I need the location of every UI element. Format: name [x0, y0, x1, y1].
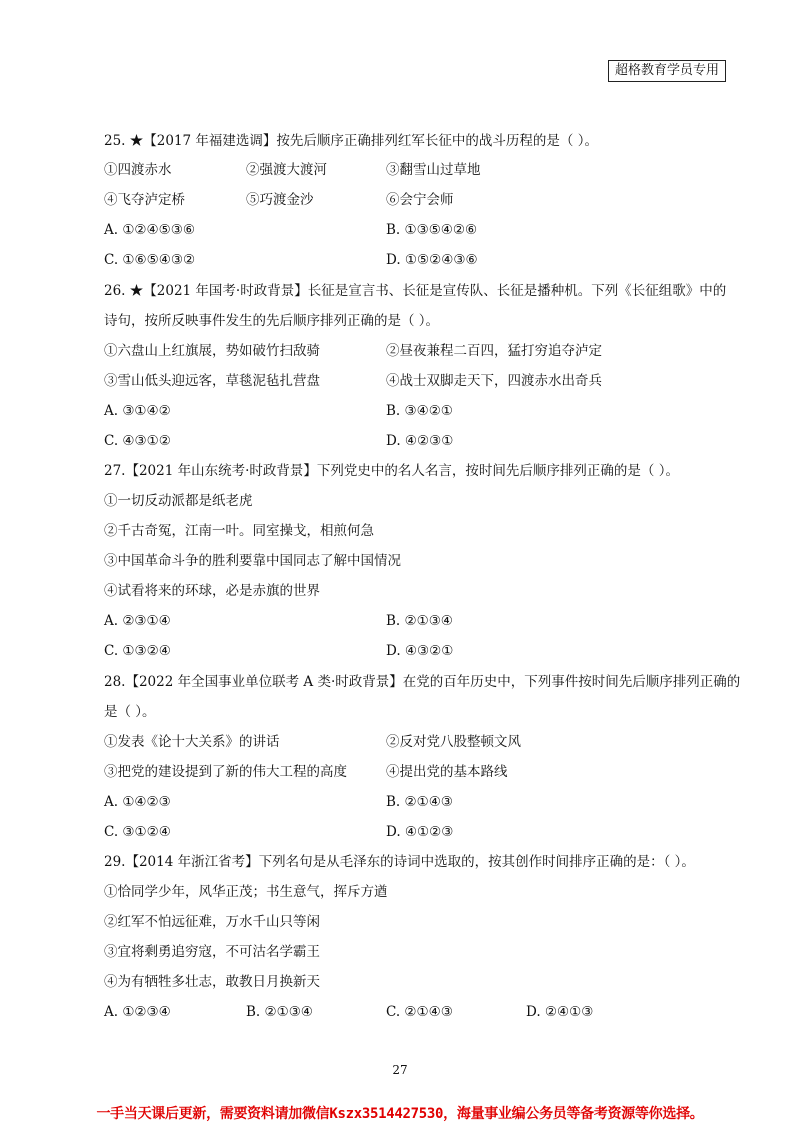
q27-item-4: ④试看将来的环球，必是赤旗的世界	[104, 583, 320, 599]
question-25-stem: 25. ★【2017 年福建选调】按先后顺序正确排列红军长征中的战斗历程的是（ ）。	[104, 133, 598, 149]
q26-item-4: ④战士双脚走天下，四渡赤水出奇兵	[386, 373, 602, 389]
q29-option-c: C. ②①④③	[386, 1004, 453, 1020]
q25-item-5: ⑤巧渡金沙	[246, 192, 314, 208]
q25-item-3: ③翻雪山过草地	[386, 162, 481, 178]
q29-item-2: ②红军不怕远征难，万水千山只等闲	[104, 914, 320, 930]
q28-item-2: ②反对党八股整顿文风	[386, 734, 521, 750]
q25-item-2: ②强渡大渡河	[246, 162, 327, 178]
q27-option-b: B. ②①③④	[386, 613, 453, 629]
q29-item-3: ③宜将剩勇追穷寇，不可沽名学霸王	[104, 944, 320, 960]
q25-option-c: C. ①⑥⑤④③②	[104, 252, 196, 268]
page-number: 27	[392, 1063, 408, 1077]
q26-option-b: B. ③④②①	[386, 403, 453, 419]
q26-item-2: ②昼夜兼程二百四，猛打穷追夺泸定	[386, 343, 602, 359]
q28-item-3: ③把党的建设提到了新的伟大工程的高度	[104, 764, 347, 780]
q27-item-2: ②千古奇冤，江南一叶。同室操戈，相煎何急	[104, 523, 374, 539]
question-26-stem-line-1: 26. ★【2021 年国考·时政背景】长征是宣言书、长征是宣传队、长征是播种机。下列《长征组歌》中的	[104, 283, 727, 299]
q27-option-a: A. ②③①④	[104, 613, 171, 629]
q29-option-b: B. ②①③④	[246, 1004, 313, 1020]
q25-option-a: A. ①②④⑤③⑥	[104, 222, 195, 238]
q28-option-a: A. ①④②③	[104, 794, 171, 810]
q26-item-3: ③雪山低头迎远客，草毯泥毡扎营盘	[104, 373, 320, 389]
question-28-stem-line-2: 是（ ）。	[104, 704, 156, 720]
q29-option-d: D. ②④①③	[526, 1004, 594, 1020]
q28-option-c: C. ③①②④	[104, 824, 171, 840]
question-28-stem-line-1: 28.【2022 年全国事业单位联考 A 类·时政背景】在党的百年历史中，下列事件按时间先后顺序排列正确的	[104, 674, 741, 690]
q29-item-4: ④为有牺牲多壮志，敢教日月换新天	[104, 974, 320, 990]
question-29-stem: 29.【2014 年浙江省考】下列名句是从毛泽东的诗词中选取的，按其创作时间排序正确的是：（ ）。	[104, 854, 695, 870]
q26-option-d: D. ④②③①	[386, 433, 454, 449]
question-27-stem: 27.【2021 年山东统考·时政背景】下列党史中的名人名言，按时间先后顺序排列正确的是（ ）。	[104, 463, 679, 479]
q26-option-a: A. ③①④②	[104, 403, 171, 419]
q28-item-1: ①发表《论十大关系》的讲话	[104, 734, 280, 750]
footer-notice: 一手当天课后更新，需要资料请加微信Kszx3514427530，海量事业编公务员等备考资源等你选择。	[96, 1106, 704, 1122]
q28-item-4: ④提出党的基本路线	[386, 764, 508, 780]
q27-option-c: C. ①③②④	[104, 643, 171, 659]
q25-option-b: B. ①③⑤④②⑥	[386, 222, 478, 238]
q26-item-1: ①六盘山上红旗展，势如破竹扫敌骑	[104, 343, 320, 359]
q27-option-d: D. ④③②①	[386, 643, 454, 659]
question-26-stem-line-2: 诗句，按所反映事件发生的先后顺序排列正确的是（ ）。	[104, 313, 440, 329]
q27-item-1: ①一切反动派都是纸老虎	[104, 493, 253, 509]
q28-option-b: B. ②①④③	[386, 794, 453, 810]
stamp-label: 超格教育学员专用	[608, 60, 726, 82]
q29-item-1: ①恰同学少年，风华正茂；书生意气，挥斥方遒	[104, 884, 388, 900]
q29-option-a: A. ①②③④	[104, 1004, 171, 1020]
q25-option-d: D. ①⑤②④③⑥	[386, 252, 478, 268]
q25-item-4: ④飞夺泸定桥	[104, 192, 185, 208]
q28-option-d: D. ④①②③	[386, 824, 454, 840]
q26-option-c: C. ④③①②	[104, 433, 171, 449]
q25-item-6: ⑥会宁会师	[386, 192, 454, 208]
q25-item-1: ①四渡赤水	[104, 162, 172, 178]
q27-item-3: ③中国革命斗争的胜利要靠中国同志了解中国情况	[104, 553, 401, 569]
